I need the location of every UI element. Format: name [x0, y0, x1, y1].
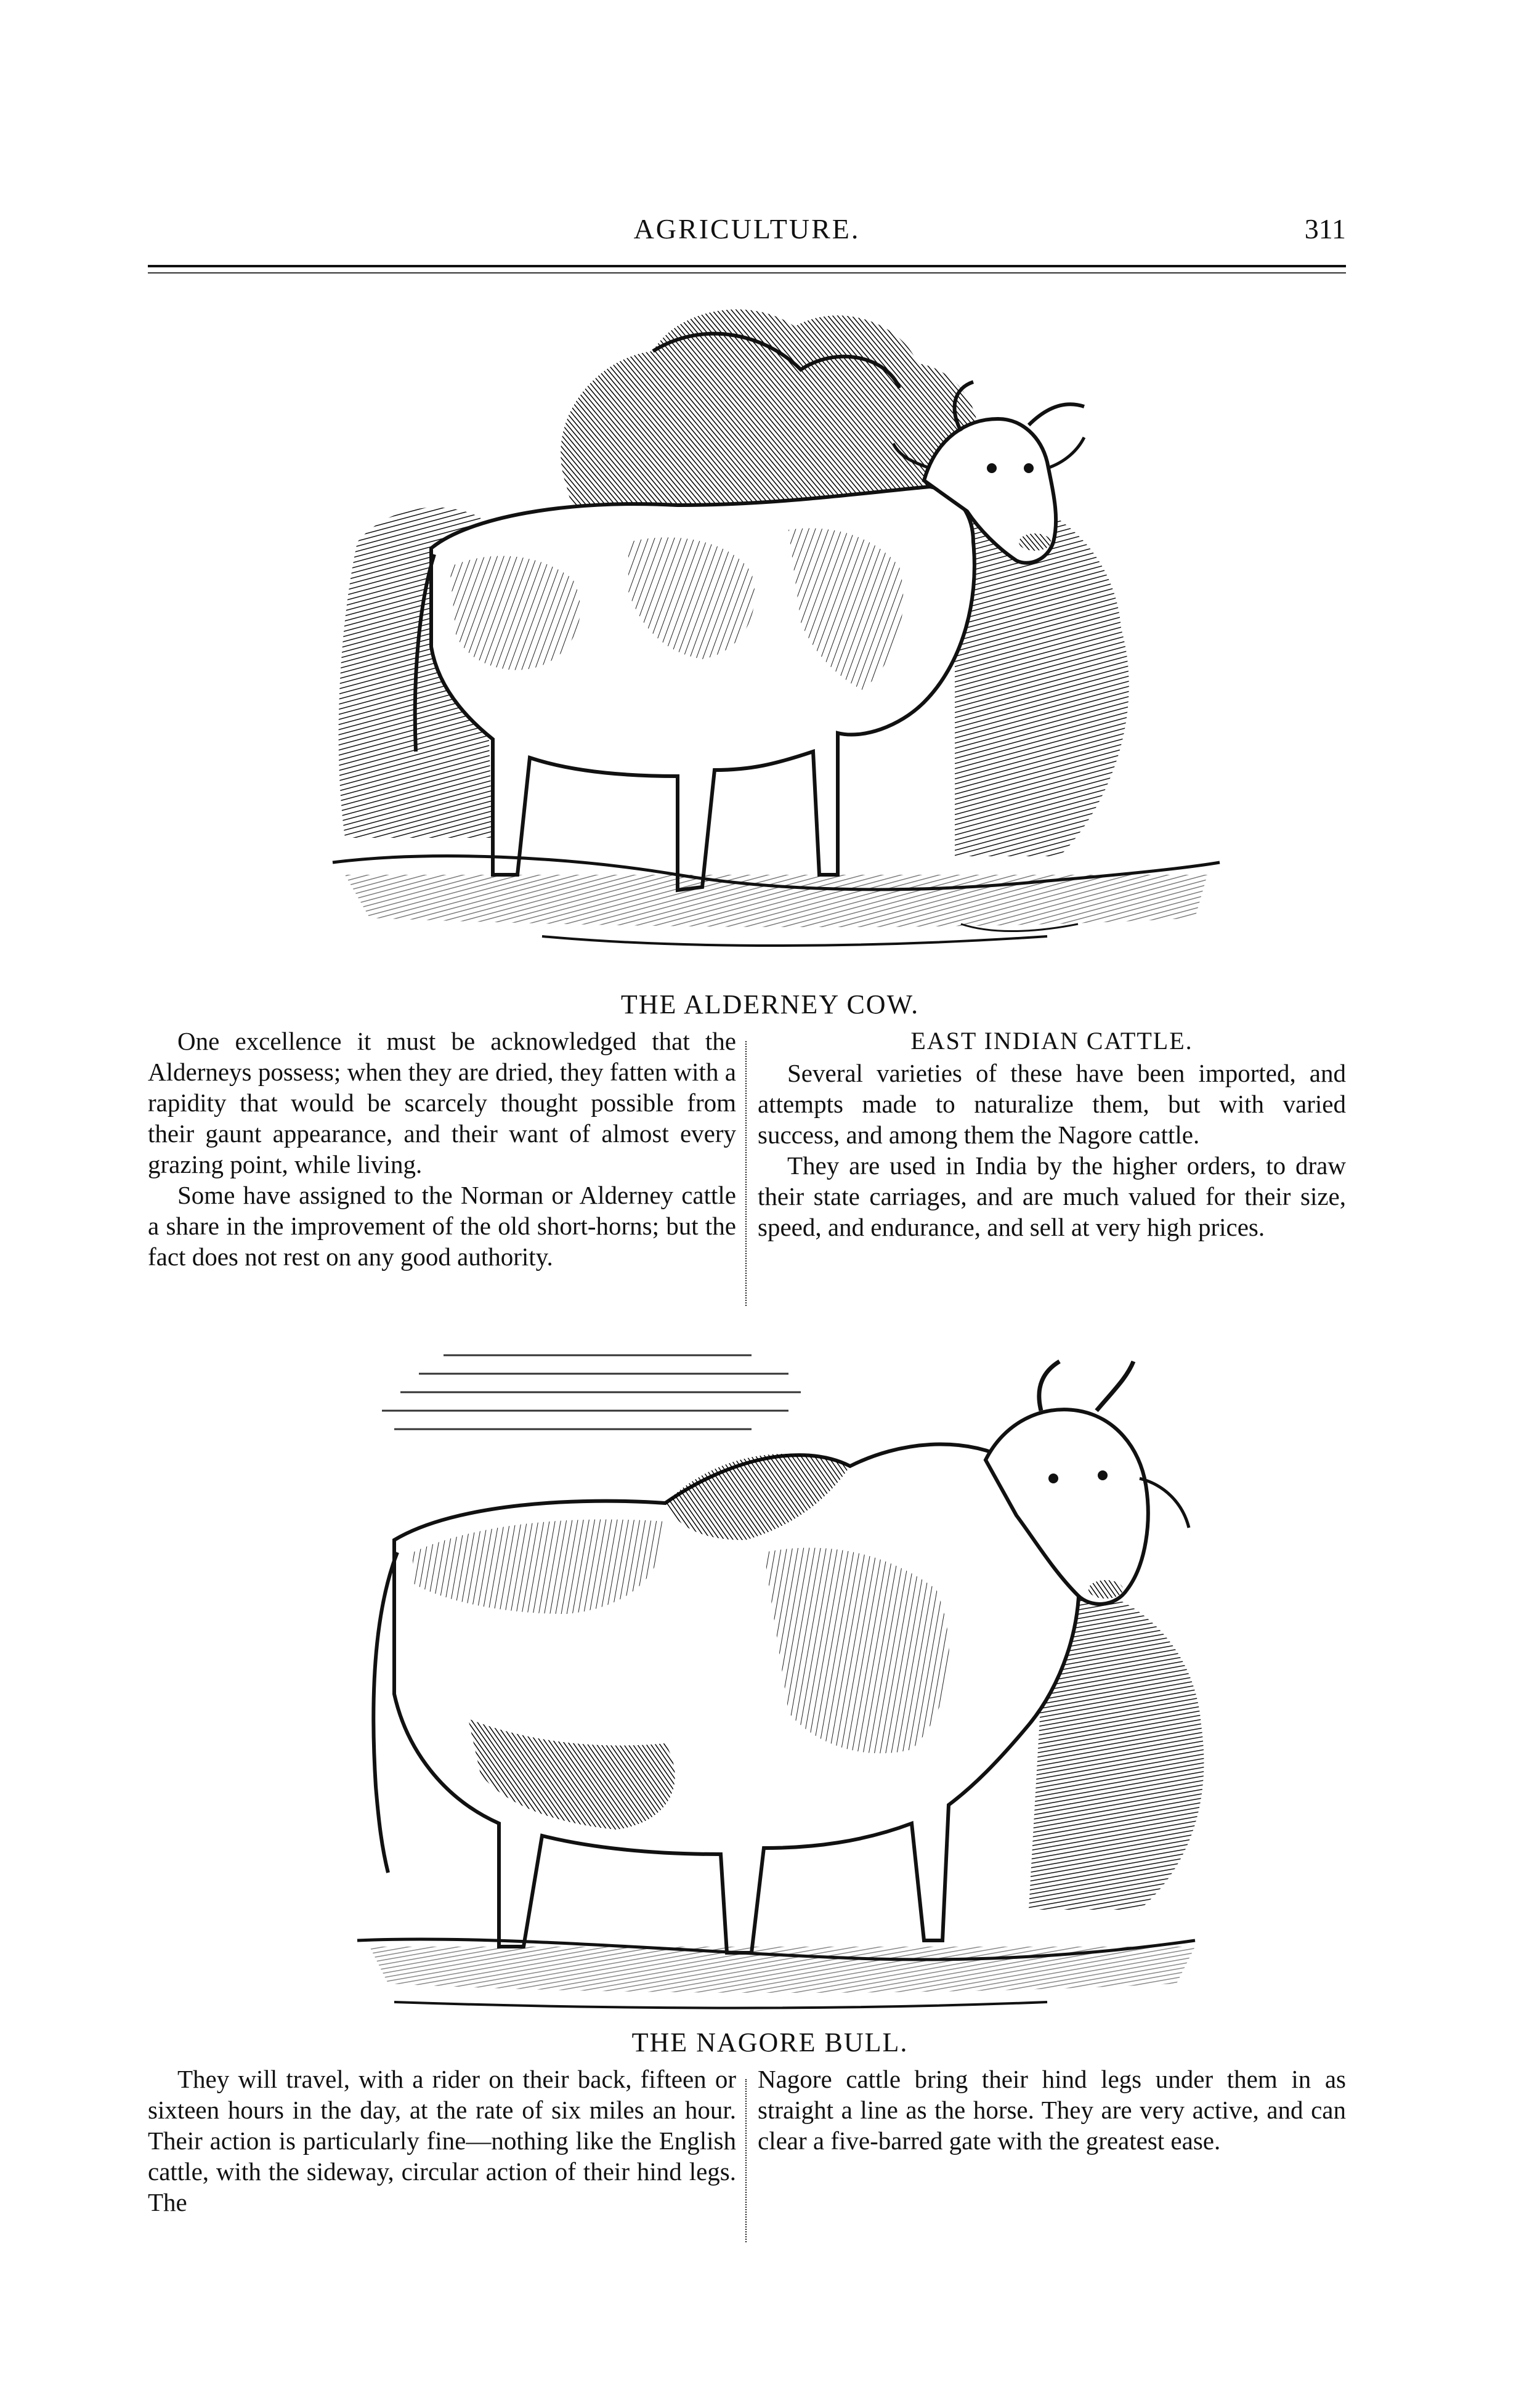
- section2-left-column: [148, 2064, 736, 2218]
- nagore-bull-caption: THE NAGORE BULL.: [631, 2027, 909, 2057]
- column-divider: [745, 2079, 747, 2242]
- section-heading: EAST INDIAN CATTLE.: [910, 1027, 1193, 1055]
- nagore-bull-engraving: [320, 1318, 1232, 2021]
- page-number: 311: [1304, 213, 1346, 245]
- alderney-cow-caption: THE ALDERNEY COW.: [620, 989, 920, 1020]
- column-divider: [745, 1041, 747, 1306]
- paragraph: Nagore cattle bring their hind legs under them in as straight a line as the horse. They are very active, and can clear a five-barred gate with the greatest ease.: [758, 2065, 1346, 2155]
- paragraph: Some have assigned to the Norman or Alderney cattle a share in the improvement of the old short-horns; but the fact does not rest on any good authority.: [148, 1181, 736, 1271]
- running-title: AGRICULTURE.: [633, 213, 861, 245]
- section1-left-column: [148, 1026, 736, 1272]
- alderney-cow-engraving: [308, 283, 1232, 992]
- header-rule: [148, 265, 1346, 267]
- paragraph: They are used in India by the higher orders, to draw their state carriages, and are much valued for their size, speed, and endurance, and sell at very high prices.: [758, 1151, 1346, 1241]
- nagore-bull-illustration: [320, 1318, 1232, 2021]
- section2-right-column: [758, 2064, 1346, 2156]
- paragraph: One excellence it must be acknowledged that the Alderneys possess; when they are dried, they fatten with a rapidity that would be scarcely thought possible from their gaunt appearance, and their want of almost every grazing point, while living.: [148, 1027, 736, 1178]
- header-rule-thin: [148, 272, 1346, 274]
- section1-right-column: [758, 1026, 1346, 1243]
- paragraph: Several varieties of these have been imported, and attempts made to naturalize them, but with varied success, and among them the Nagore cattle.: [758, 1059, 1346, 1149]
- running-head: [148, 213, 1346, 249]
- alderney-cow-illustration: [308, 283, 1232, 992]
- paragraph: They will travel, with a rider on their back, fifteen or sixteen hours in the day, at the rate of six miles an hour. Their action is particularly fine—nothing like the English cattle, with the sideway, circular action of their hind legs. The: [148, 2065, 736, 2216]
